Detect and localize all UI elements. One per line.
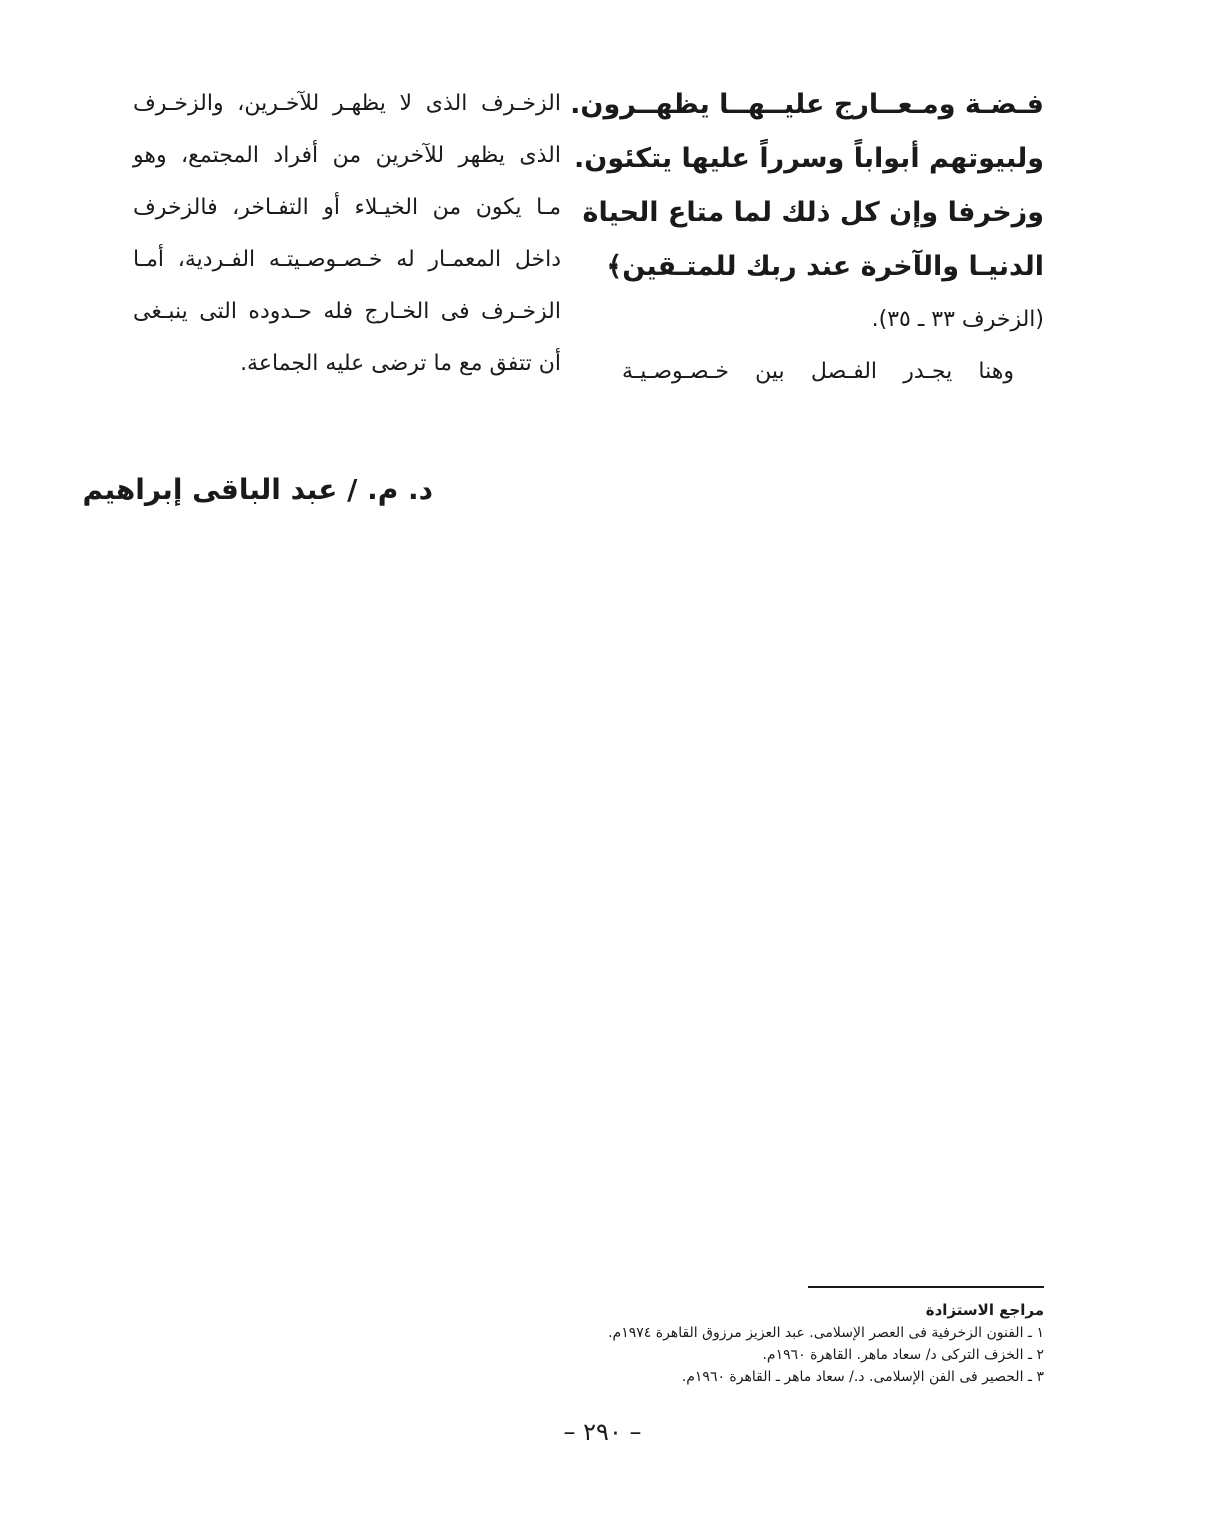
page-number: – ٢٩٠ – <box>563 1418 642 1446</box>
footnotes-heading: مراجع الاستزادة <box>925 1301 1044 1319</box>
verse-line: فـضـة ومـعــارج عليــهــا يظهــرون. <box>570 89 1044 120</box>
paragraph-line: الزخـرف فى الخـارج فله حـدوده التى ينبـغى <box>133 299 561 324</box>
author-signature: د. م. / عبد الباقى إبراهيم <box>82 473 433 506</box>
footnote-item: ٣ ـ الحصير فى الفن الإسلامى. د./ سعاد ماهر ـ القاهرة ١٩٦٠م. <box>681 1369 1044 1385</box>
footnote-item: ٢ ـ الخزف التركى د/ سعاد ماهر. القاهرة ١٩٦٠م. <box>762 1347 1044 1363</box>
verse-citation: (الزخرف ٣٣ ـ ٣٥). <box>871 307 1044 332</box>
footnote-item: ١ ـ الفنون الزخرفية فى العصر الإسلامى. عبد العزيز مرزوق القاهرة ١٩٧٤م. <box>608 1325 1044 1341</box>
verse-line: وزخرفا وإن كل ذلك لما متاع الحياة <box>582 197 1044 228</box>
right-column <box>570 78 1044 398</box>
paragraph-line: داخل المعمـار له خـصـوصـيتـه الفـردية، أمـا <box>133 247 561 272</box>
verse-line: الدنيـا والآخرة عند ربك للمتـقين﴾ <box>606 251 1044 282</box>
footnote-divider <box>808 1286 1044 1288</box>
footnotes <box>540 1298 1044 1388</box>
paragraph-line: الذى يظهر للآخرين من أفراد المجتمع، وهو <box>133 143 561 168</box>
verse-line: ولبيوتهم أبواباً وسرراً عليها يتكئون. <box>574 143 1044 174</box>
paragraph-line: أن تتفق مع ما ترضى عليه الجماعة. <box>240 351 561 376</box>
paragraph-line: الزخـرف الذى لا يظهـر للآخـرين، والزخـرف <box>133 91 561 116</box>
paragraph-line: مـا يكون من الخيـلاء أو التفـاخر، فالزخرف <box>133 195 561 220</box>
left-column <box>133 78 561 390</box>
paragraph-line: وهنا يجـدر الفـصل بين خـصـوصـيـة <box>622 359 1014 384</box>
